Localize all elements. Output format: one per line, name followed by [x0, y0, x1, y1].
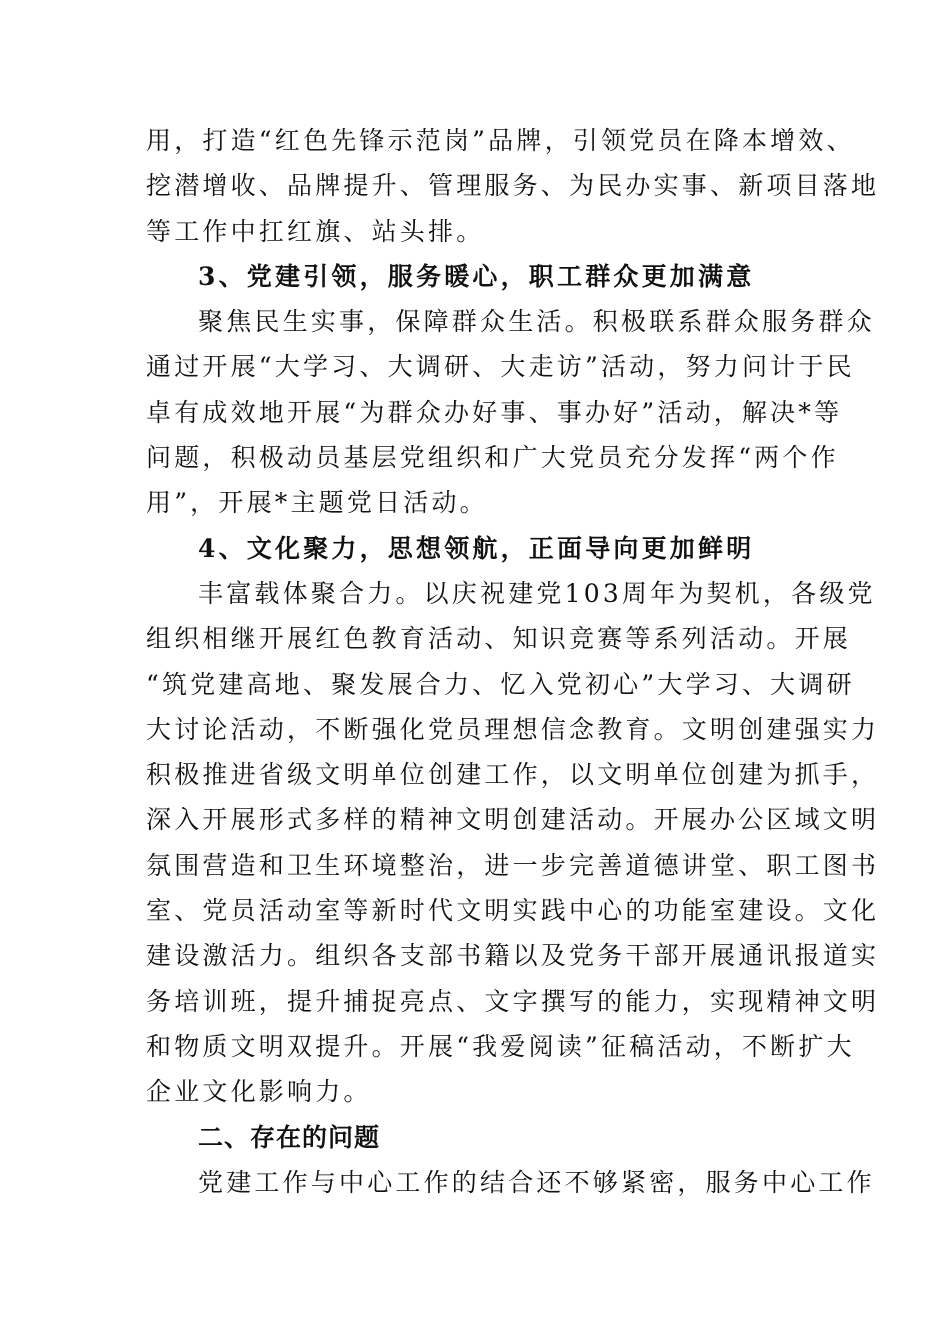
paragraph-line: 组织相继开展红色教育活动、知识竞赛等系列活动。开展 — [146, 624, 852, 654]
paragraph-line: 问题，积极动员基层党组织和广大党员充分发挥“两个作 — [146, 443, 839, 473]
paragraph-line: 党建工作与中心工作的结合还不够紧密，服务中心工作 — [198, 1167, 875, 1197]
paragraph-line: 等工作中扛红旗、站头排。 — [146, 216, 485, 246]
paragraph-line: 丰富载体聚合力。以庆祝建党103周年为契机，各级党 — [198, 578, 876, 608]
paragraph-line: 挖潜增收、品牌提升、管理服务、为民办实事、新项目落地 — [146, 171, 880, 201]
paragraph-line: 务培训班，提升捕捉亮点、文字撰写的能力，实现精神文明 — [146, 986, 880, 1016]
paragraph-line: 氛围营造和卫生环境整治，进一步完善道德讲堂、职工图书 — [146, 850, 880, 880]
paragraph-line: 聚焦民生实事，保障群众生活。积极联系群众服务群众 — [198, 307, 875, 337]
document-body — [146, 118, 880, 1205]
subheading-party-building-service: 3、党建引领，服务暖心，职工群众更加满意 — [198, 261, 755, 291]
paragraph-line: 卓有成效地开展“为群众办好事、事办好”活动，解决*等 — [146, 397, 843, 427]
subheading-culture-guidance: 4、文化聚力，思想领航，正面导向更加鲜明 — [198, 533, 755, 563]
paragraph-line: “筑党建高地、聚发展合力、忆入党初心”大学习、大调研 — [146, 669, 855, 699]
paragraph-line: 大讨论活动，不断强化党员理想信念教育。文明创建强实力 — [146, 714, 880, 744]
section-heading-existing-problems: 二、存在的问题 — [198, 1122, 381, 1152]
paragraph-line: 用，打造“红色先锋示范岗”品牌，引领党员在降本增效、 — [146, 126, 855, 155]
paragraph-line: 建设激活力。组织各支部书籍以及党务干部开展通讯报道实 — [146, 941, 880, 971]
paragraph-line: 和物质文明双提升。开展“我爱阅读”征稿活动，不断扩大 — [146, 1031, 855, 1061]
paragraph-line: 企业文化影响力。 — [146, 1077, 372, 1107]
paragraph-line: 通过开展“大学习、大调研、大走访”活动，努力问计于民 — [146, 352, 855, 382]
paragraph-line: 深入开展形式多样的精神文明创建活动。开展办公区域文明 — [146, 805, 880, 835]
paragraph-line: 用”，开展*主题党日活动。 — [146, 488, 488, 518]
paragraph-line: 室、党员活动室等新时代文明实践中心的功能室建设。文化 — [146, 896, 880, 926]
paragraph-line: 积极推进省级文明单位创建工作，以文明单位创建为抓手， — [146, 760, 880, 790]
